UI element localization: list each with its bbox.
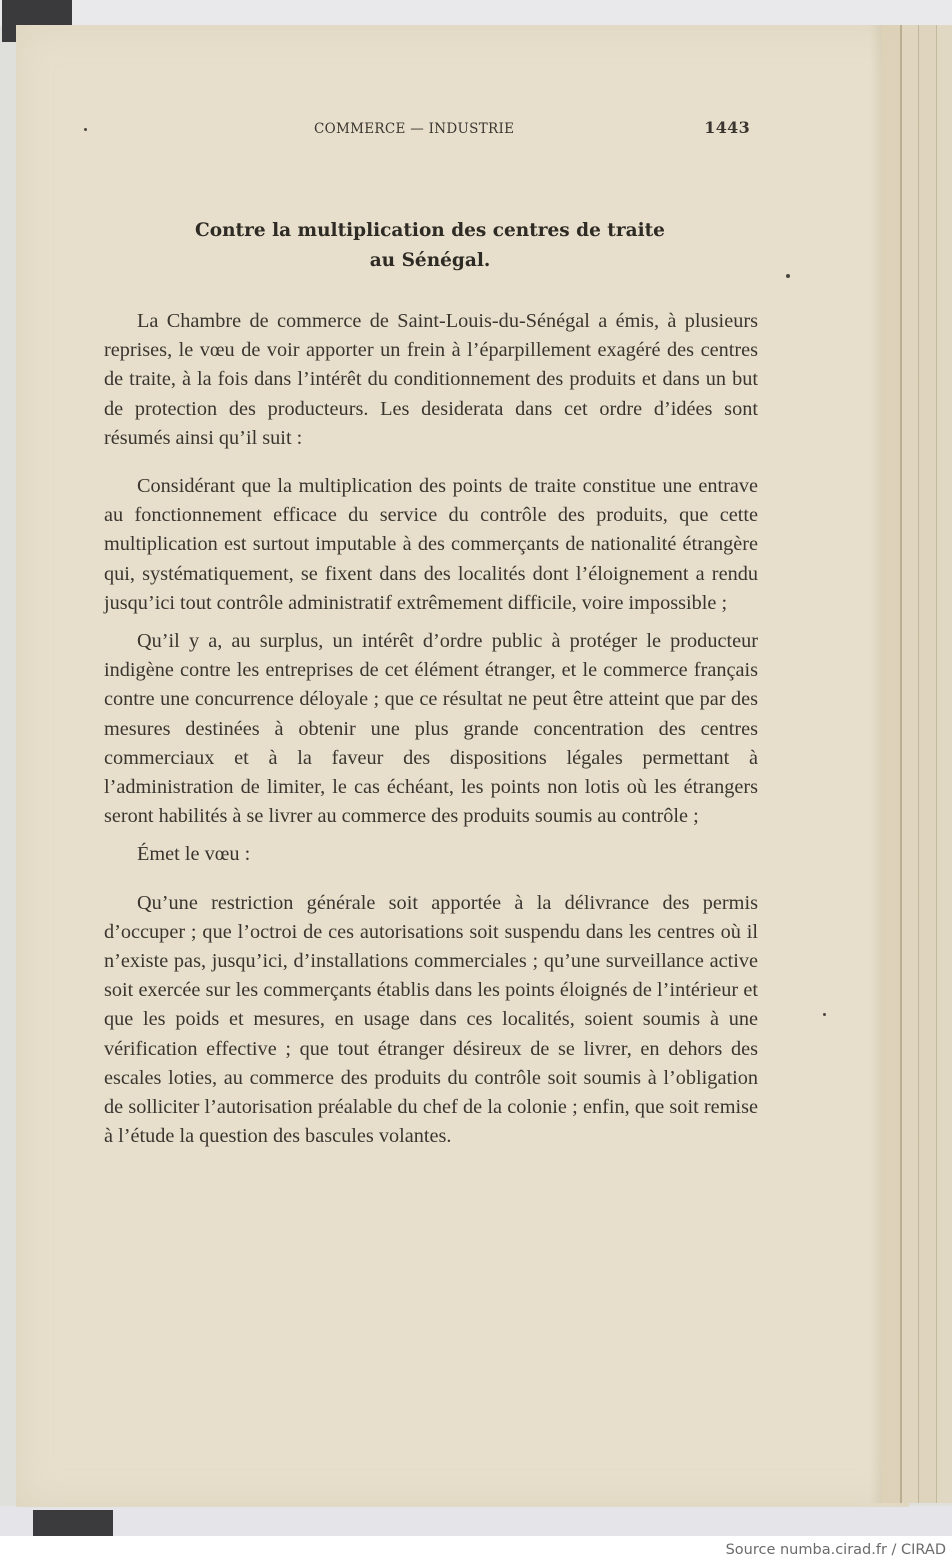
article-title: [100, 216, 760, 276]
paper-speck: [823, 1013, 826, 1016]
article-title-line-1: Contre la multiplication des centres de traite: [195, 220, 665, 241]
paragraph-restriction: Qu’une restriction générale soit apportée à la délivrance des permis d’occuper ; que l’octroi de ces autorisations soit suspendu dans les centres où il n’existe pas, jusqu’ici, d’installations commerciales ; qu’une surveillance active soit exercée sur les commerçants établis dans les points éloignés de l’intérieur et que les poids et mesures, en usage dans ces localités, soient soumis à une vérification effective ; que tout étranger désireux de se livrer, en dehors des escales loties, au commerce des produits du contrôle soit soumis à l’obligation de solliciter l’autorisation préalable du chef de la colonie ; enfin, que soit remise à l’étude la question des bascules volantes.: [104, 891, 758, 1148]
paper-speck: [84, 128, 87, 131]
scanner-dark-corner-bottom: [33, 1510, 113, 1536]
article-title-line-2: au Sénégal.: [369, 250, 491, 271]
paragraph-emet-le-voeu: Émet le vœu :: [137, 843, 251, 866]
page-number: 1443: [704, 118, 750, 137]
source-caption: Source numba.cirad.fr / CIRAD: [725, 1542, 946, 1558]
running-head: [100, 118, 760, 142]
paragraph-interet-public: Qu’il y a, au surplus, un intérêt d’ordre public à protéger le producteur indigène contre les entreprises de cet élément étranger, et le commerce français contre une concurrence déloyale ; que ce résultat ne peut être atteint que par des mesures destinées à obtenir une plus grande concentration des centres commerciaux et à la faveur des dispositions légales permettant à l’administration de limiter, le cas échéant, les points non lotis où les étrangers seront habilités à se livrer au commerce des produits soumis au contrôle ;: [104, 630, 758, 828]
paragraph-intro: La Chambre de commerce de Saint-Louis-du-Sénégal a émis, à plusieurs reprises, le vœu de voir apporter un frein à l’éparpillement exagéré des centres de traite, à la fois dans l’intérêt du conditionnement des produits et dans un but de protection des producteurs. Les desiderata dans cet ordre d’idées sont résumés ainsi qu’il suit :: [104, 310, 758, 449]
page-stack-edge: [882, 25, 952, 1503]
scanner-bottom-edge: [0, 1506, 952, 1536]
running-head-section: COMMERCE — INDUSTRIE: [314, 121, 515, 137]
paragraph-considerant: Considérant que la multiplication des points de traite constitue une entrave au fonctionnement efficace du service du contrôle des produits, que cette multiplication est surtout imputable à des commerçants de nationalité étrangère qui, systématiquement, se fixent dans des localités dont l’éloignement a rendu jusqu’ici tout contrôle administratif extrêmement difficile, voire impossible ;: [104, 475, 758, 614]
paper-speck: [786, 274, 790, 278]
article-body: [104, 307, 758, 1151]
scanner-top-edge: [0, 0, 952, 26]
